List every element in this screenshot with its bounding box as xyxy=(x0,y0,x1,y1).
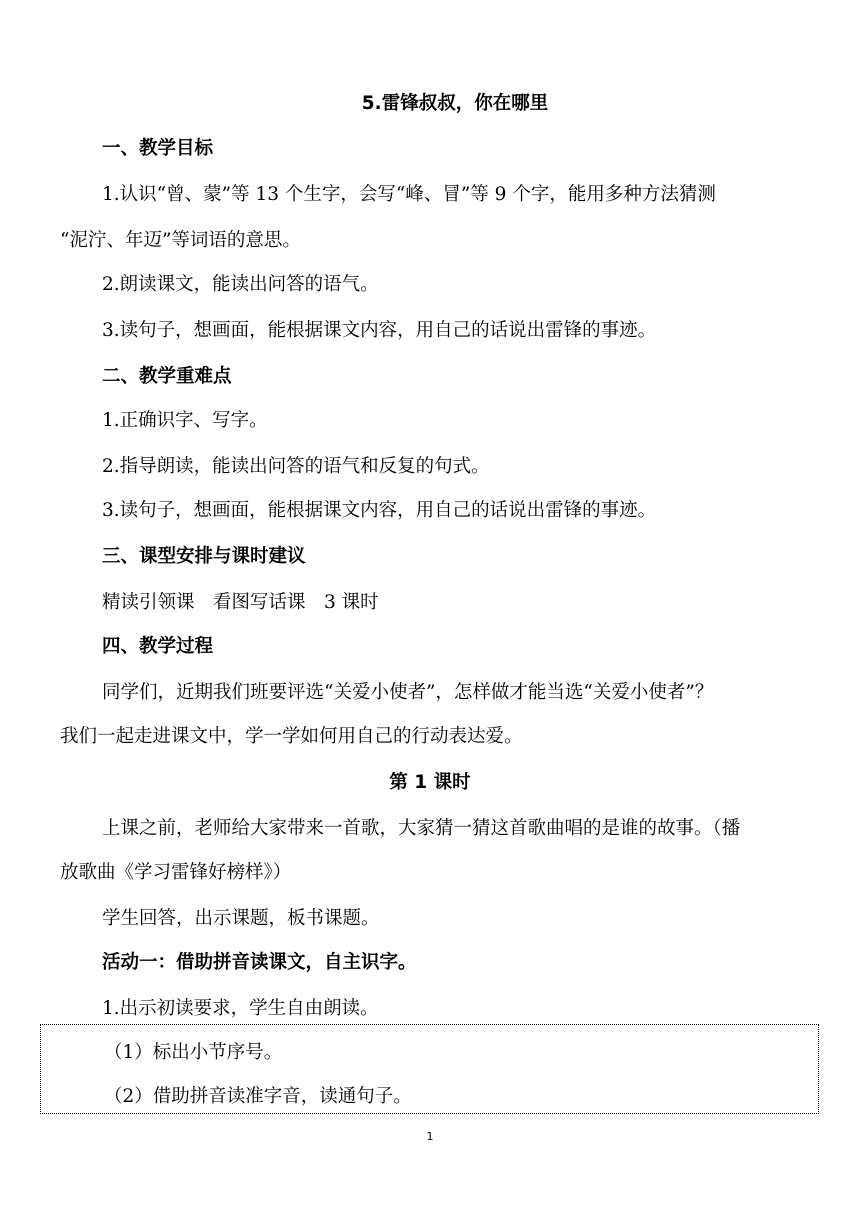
lesson-title: 第 1 课时 xyxy=(389,772,471,793)
key-point-3: 3.读句子，想画面，能根据课文内容，用自己的话说出雷锋的事迹。 xyxy=(102,500,657,521)
key-point-2: 2.指导朗读，能读出问答的语气和反复的句式。 xyxy=(102,456,490,477)
box-item-2: （2）借助拼音读准字音，读通句子。 xyxy=(104,1086,412,1107)
section-heading-lesson-plan: 三、课型安排与课时建议 xyxy=(102,546,306,567)
objective-1-line-2: “泥泞、年迈”等词语的意思。 xyxy=(60,230,301,251)
objective-1-line-1: 1.认识“曾、蒙”等 13 个生字，会写“峰、冒”等 9 个字，能用多种方法猜测 xyxy=(102,184,716,205)
activity-1-heading: 活动一：借助拼音读课文，自主识字。 xyxy=(102,952,417,973)
box-item-1: （1）标出小节序号。 xyxy=(104,1042,283,1063)
section-heading-objectives: 一、教学目标 xyxy=(102,138,214,159)
document-title: 5.雷锋叔叔，你在哪里 xyxy=(361,93,549,114)
paragraph-1-line-2: 放歌曲《学习雷锋好榜样》） xyxy=(60,862,292,883)
objective-2: 2.朗读课文，能读出问答的语气。 xyxy=(102,274,379,295)
paragraph-2: 学生回答，出示课题，板书课题。 xyxy=(102,908,380,929)
key-point-1: 1.正确识字、写字。 xyxy=(102,410,268,431)
section-heading-key-points: 二、教学重难点 xyxy=(102,366,232,387)
section-heading-process: 四、教学过程 xyxy=(102,636,214,657)
page-number: 1 xyxy=(426,1130,434,1143)
intro-line-1: 同学们，近期我们班要评选“关爱小使者”，怎样做才能当选“关爱小使者”？ xyxy=(102,682,714,703)
lesson-plan-text: 精读引领课 看图写话课 3 课时 xyxy=(102,592,379,613)
objective-3: 3.读句子，想画面，能根据课文内容，用自己的话说出雷锋的事迹。 xyxy=(102,320,657,341)
step-1: 1.出示初读要求，学生自由朗读。 xyxy=(102,998,379,1019)
intro-line-2: 我们一起走进课文中，学一学如何用自己的行动表达爱。 xyxy=(60,726,523,747)
paragraph-1-line-1: 上课之前，老师给大家带来一首歌，大家猜一猜这首歌曲唱的是谁的故事。（播 xyxy=(102,818,741,839)
